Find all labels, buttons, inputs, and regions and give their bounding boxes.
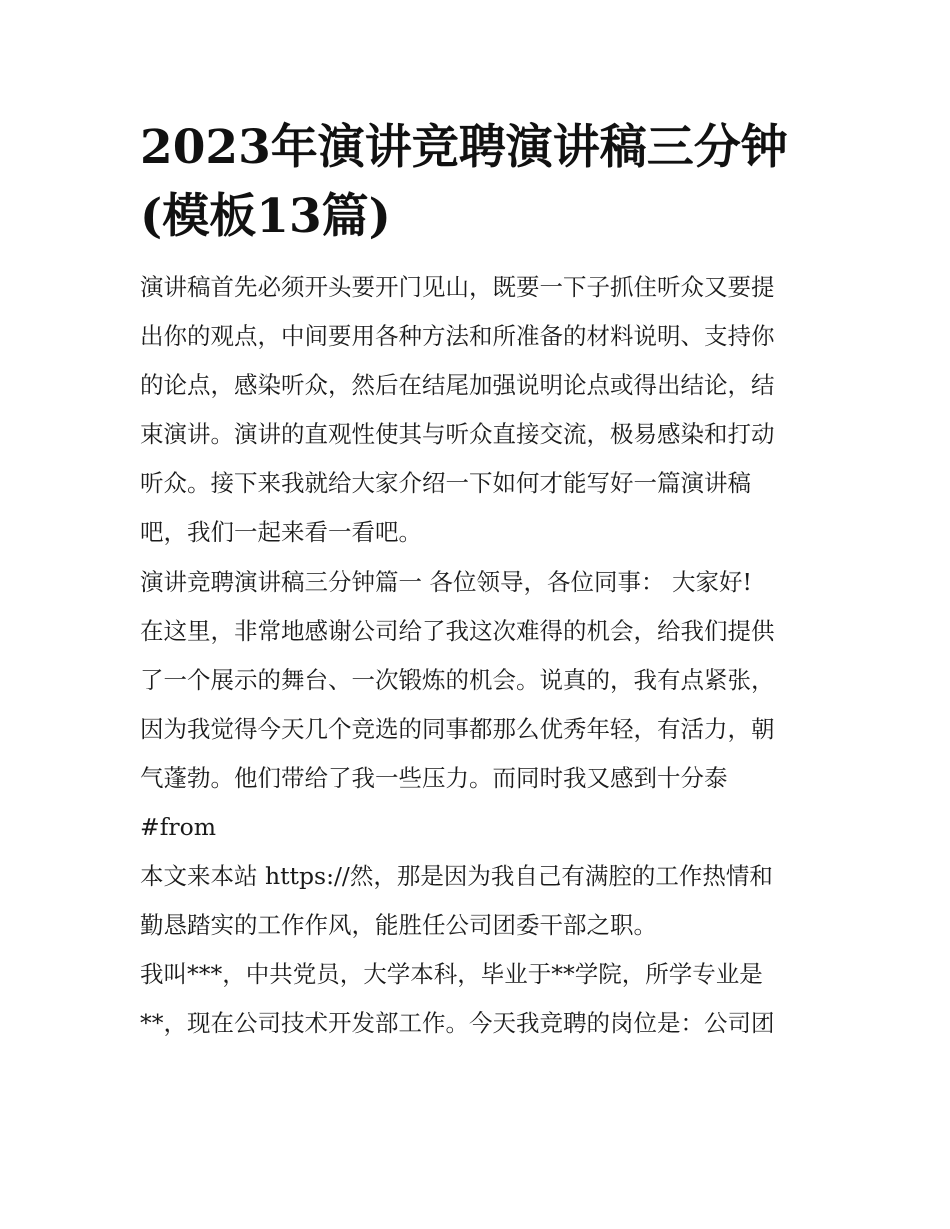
- body-line: 勤恳踏实的工作作风，能胜任公司团委干部之职。: [140, 911, 657, 940]
- section-heading-line: 演讲竞聘演讲稿三分钟篇一 各位领导，各位同事： 大家好!: [140, 567, 752, 596]
- title-line-1: 2023年演讲竞聘演讲稿三分钟: [140, 120, 788, 175]
- body-line: 气蓬勃。他们带给了我一些压力。而同时我又感到十分泰: [140, 763, 728, 792]
- body-line: #from: [140, 813, 217, 842]
- title-line-2: (模板13篇): [140, 189, 391, 244]
- body-line: 演讲稿首先必须开头要开门见山，既要一下子抓住听众又要提: [140, 273, 775, 301]
- body-line: 我叫***，中共党员，大学本科，毕业于**学院，所学专业是: [140, 960, 763, 989]
- document-title: [140, 113, 820, 251]
- document-page: [140, 113, 820, 1049]
- body-line: 出你的观点，中间要用各种方法和所准备的材料说明、支持你: [140, 322, 775, 351]
- body-line: 的论点，感染听众，然后在结尾加强说明论点或得出结论，结: [140, 371, 775, 400]
- body-line: 听众。接下来我就给大家介绍一下如何才能写好一篇演讲稿: [140, 469, 751, 498]
- body-line: 在这里，非常地感谢公司给了我这次难得的机会，给我们提供: [140, 616, 775, 645]
- body-line: 束演讲。演讲的直观性使其与听众直接交流，极易感染和打动: [140, 420, 775, 449]
- body-line: **，现在公司技术开发部工作。今天我竞聘的岗位是：公司团: [140, 1009, 775, 1038]
- document-body: [140, 263, 820, 1049]
- body-line: 因为我觉得今天几个竞选的同事都那么优秀年轻，有活力，朝: [140, 714, 775, 743]
- body-line: 了一个展示的舞台、一次锻炼的机会。说真的，我有点紧张，: [140, 665, 775, 694]
- body-line: 吧，我们一起来看一看吧。: [140, 518, 422, 547]
- body-line: 本文来本站 https://然，那是因为我自己有满腔的工作热情和: [140, 862, 773, 891]
